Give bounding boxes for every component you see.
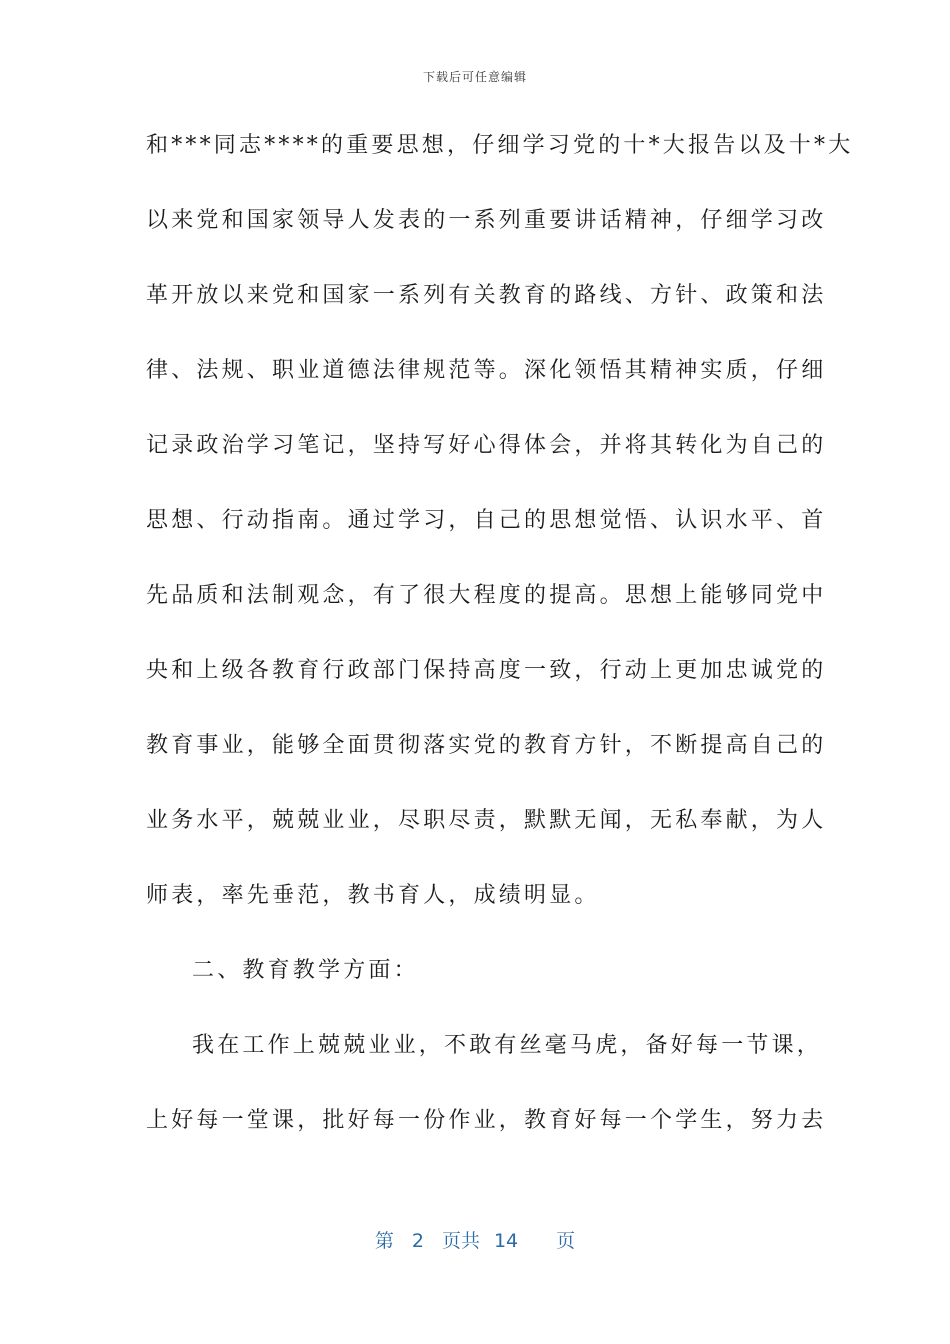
- footer-page-number: 2: [411, 1230, 424, 1252]
- text-line: 律、法规、职业道德法律规范等。深化领悟其精神实质，仔细: [146, 358, 827, 383]
- text-line: 央和上级各教育行政部门保持高度一致，行动上更加忠诚党的: [146, 658, 827, 683]
- text-line: 记录政治学习笔记，坚持写好心得体会，并将其转化为自己的: [146, 433, 827, 458]
- text-line: 以来党和国家领导人发表的一系列重要讲话精神，仔细学习改: [146, 208, 827, 233]
- text-line: 业务水平，兢兢业业，尽职尽责，默默无闻，无私奉献，为人: [146, 808, 827, 833]
- text-line: 先品质和法制观念，有了很大程度的提高。思想上能够同党中: [146, 583, 827, 608]
- footer-total-pages: 14: [493, 1230, 519, 1252]
- text-line: 师表，率先垂范，教书育人，成绩明显。: [146, 883, 600, 908]
- section-heading: 二、教育教学方面：: [192, 958, 419, 983]
- text-line: 革开放以来党和国家一系列有关教育的路线、方针、政策和法: [146, 283, 827, 308]
- text-line: 和***同志****的重要思想，仔细学习党的十*大报告以及十*大: [146, 133, 854, 158]
- text-line: 教育事业，能够全面贯彻落实党的教育方针，不断提高自己的: [146, 733, 827, 758]
- body-text: [146, 128, 854, 1178]
- text-line: 我在工作上兢兢业业，不敢有丝毫马虎，备好每一节课，: [192, 1033, 823, 1058]
- page-footer: [0, 1226, 950, 1253]
- text-line: 思想、行动指南。通过学习，自己的思想觉悟、认识水平、首: [146, 508, 827, 533]
- footer-suffix: 页: [556, 1230, 576, 1252]
- text-line: 上好每一堂课，批好每一份作业，教育好每一个学生，努力去: [146, 1108, 827, 1133]
- footer-prefix: 第: [374, 1230, 394, 1252]
- header-note: 下载后可任意编辑: [422, 70, 527, 84]
- footer-middle: 页共: [441, 1230, 480, 1252]
